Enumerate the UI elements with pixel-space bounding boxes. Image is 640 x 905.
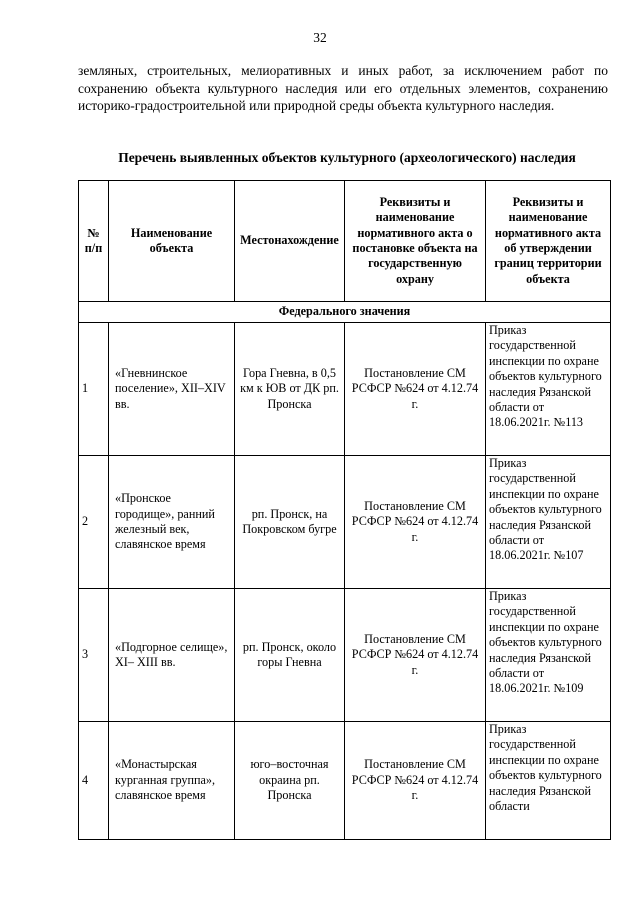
cell-location: рп. Пронск, на Покровском бугре [235, 456, 345, 589]
cell-location: Гора Гневна, в 0,5 км к ЮВ от ДК рп. Пронска [235, 323, 345, 456]
cell-name: «Монастырская курганная группа», славянское время [109, 722, 235, 840]
cell-act: Постановление СМ РСФСР №624 от 4.12.74 г. [345, 456, 486, 589]
section-row [79, 302, 611, 323]
table-row [79, 323, 611, 456]
cell-location: рп. Пронск, около горы Гневна [235, 589, 345, 722]
cell-act: Постановление СМ РСФСР №624 от 4.12.74 г. [345, 323, 486, 456]
header-num: № п/п [79, 181, 109, 302]
cell-num: 4 [79, 722, 109, 840]
cell-approval: Приказ государственной инспекции по охране объектов культурного наследия Рязанской области [486, 722, 611, 840]
cell-act: Постановление СМ РСФСР №624 от 4.12.74 г. [345, 722, 486, 840]
cell-name: «Подгорное селище», XI– XIII вв. [109, 589, 235, 722]
table-title: Перечень выявленных объектов культурного (археологического) наследия [118, 150, 576, 165]
intro-paragraph: земляных, строительных, мелиоративных и иных работ, за исключением работ по сохранению объекта культурного наследия или его отдельных элементов, сохранению историко-градостроительной или природной среды объекта культурного наследия. [78, 63, 608, 113]
cell-num: 2 [79, 456, 109, 589]
cell-approval: Приказ государственной инспекции по охране объектов культурного наследия Рязанской области от 18.06.2021г. №109 [486, 589, 611, 722]
table-row [79, 589, 611, 722]
header-location: Местонахождение [235, 181, 345, 302]
table-row [79, 722, 611, 840]
cell-name: «Гневнинское поселение», XII–XIV вв. [109, 323, 235, 456]
page-number: 32 [313, 30, 327, 45]
header-name: Наименование объекта [109, 181, 235, 302]
table-row [79, 456, 611, 589]
header-act: Реквизиты и наименование нормативного акта о постановке объекта на государственную охрану [345, 181, 486, 302]
cell-name: «Пронское городище», ранний железный век, славянское время [109, 456, 235, 589]
heritage-objects-table [78, 180, 611, 840]
cell-num: 3 [79, 589, 109, 722]
cell-act: Постановление СМ РСФСР №624 от 4.12.74 г. [345, 589, 486, 722]
header-approval: Реквизиты и наименование нормативного акта об утверждении границ территории объекта [486, 181, 611, 302]
cell-approval: Приказ государственной инспекции по охране объектов культурного наследия Рязанской области от 18.06.2021г. №113 [486, 323, 611, 456]
table-header-row [79, 181, 611, 302]
cell-location: юго–восточная окраина рп. Пронска [235, 722, 345, 840]
section-label: Федерального значения [79, 302, 611, 323]
cell-approval: Приказ государственной инспекции по охране объектов культурного наследия Рязанской области от 18.06.2021г. №107 [486, 456, 611, 589]
cell-num: 1 [79, 323, 109, 456]
